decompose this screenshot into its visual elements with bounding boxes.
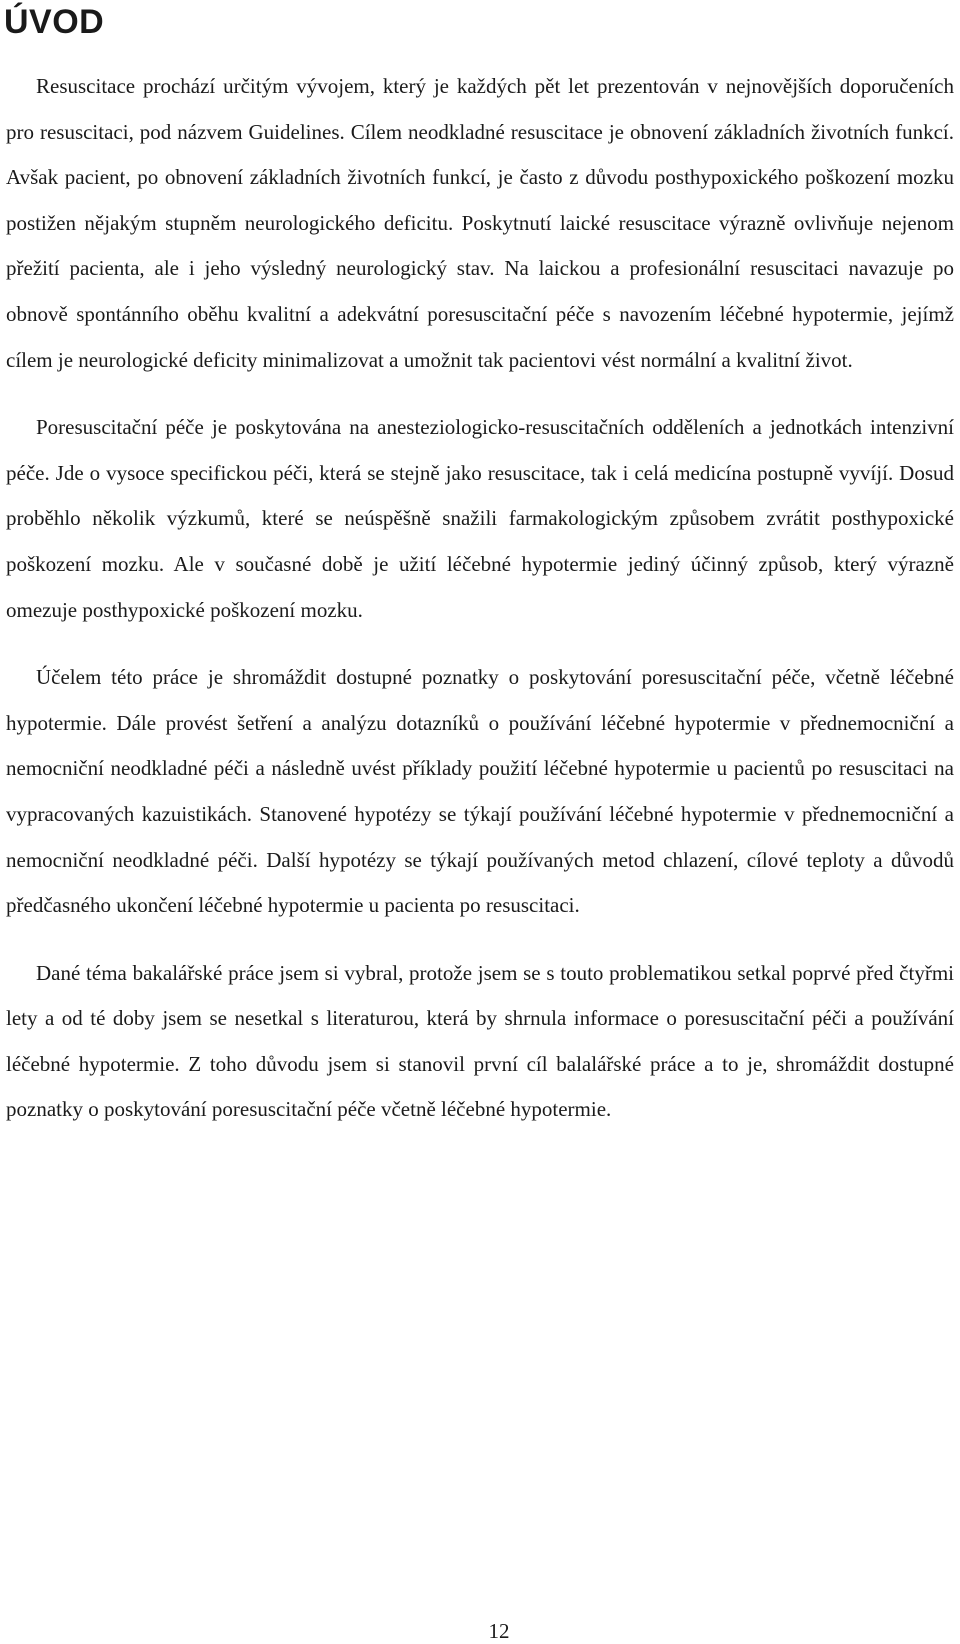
paragraph-1: Resuscitace prochází určitým vývojem, který je každých pět let prezentován v nejnovějších doporučeních pro resuscitaci, pod názvem Guidelines. Cílem neodkladné resuscitace je obnovení základních životních funkcí. Avšak pacient, po obnovení základních životních funkcí, je často z důvodu posthypoxického poškození mozku postižen nějakým stupněm neurologického deficitu. Poskytnutí laické resuscitace výrazně ovlivňuje nejenom přežití pacienta, ale i jeho výsledný neurologický stav. Na laickou a profesionální resuscitaci navazuje po obnově spontánního oběhu kvalitní a adekvátní poresuscitační péče s navozením léčebné hypotermie, jejímž cílem je neurologické deficity minimalizovat a umožnit tak pacientovi vést normální a kvalitní život. [6, 74, 954, 372]
paragraph-3: Účelem této práce je shromáždit dostupné poznatky o poskytování poresuscitační péče, včetně léčebné hypotermie. Dále provést šetření a analýzu dotazníků o používání léčebné hypotermie v přednemocniční a nemocniční neodkladné péči a následně uvést příklady použití léčebné hypotermie u pacientů po resuscitaci na vypracovaných kazuistikách. Stanovené hypotézy se týkají používání léčebné hypotermie v přednemocniční a nemocniční neodkladné péči. Další hypotézy se týkají používaných metod chlazení, cílové teploty a důvodů předčasného ukončení léčebné hypotermie u pacienta po resuscitaci. [6, 665, 954, 918]
body-text [6, 64, 954, 1155]
page-number: 12 [488, 1619, 510, 1643]
paragraph-2: Poresuscitační péče je poskytována na anesteziologicko-resuscitačních odděleních a jednotkách intenzivní péče. Jde o vysoce specifickou péči, která se stejně jako resuscitace, tak i celá medicína postupně vyvíjí. Dosud proběhlo několik výzkumů, které se neúspěšně snažili farmakologickým způsobem zvrátit posthypoxické poškození mozku. Ale v současné době je užití léčebné hypotermie jediný účinný způsob, který výrazně omezuje posthypoxické poškození mozku. [6, 415, 954, 622]
section-heading: ÚVOD [4, 3, 105, 41]
paragraph-4: Dané téma bakalářské práce jsem si vybral, protože jsem se s touto problematikou setkal poprvé před čtyřmi lety a od té doby jsem se nesetkal s literaturou, která by shrnula informace o poresuscitační péči a používání léčebné hypotermie. Z toho důvodu jsem si stanovil první cíl balalářské práce a to je, shromáždit dostupné poznatky o poskytování poresuscitační péče včetně léčebné hypotermie. [6, 960, 954, 1122]
